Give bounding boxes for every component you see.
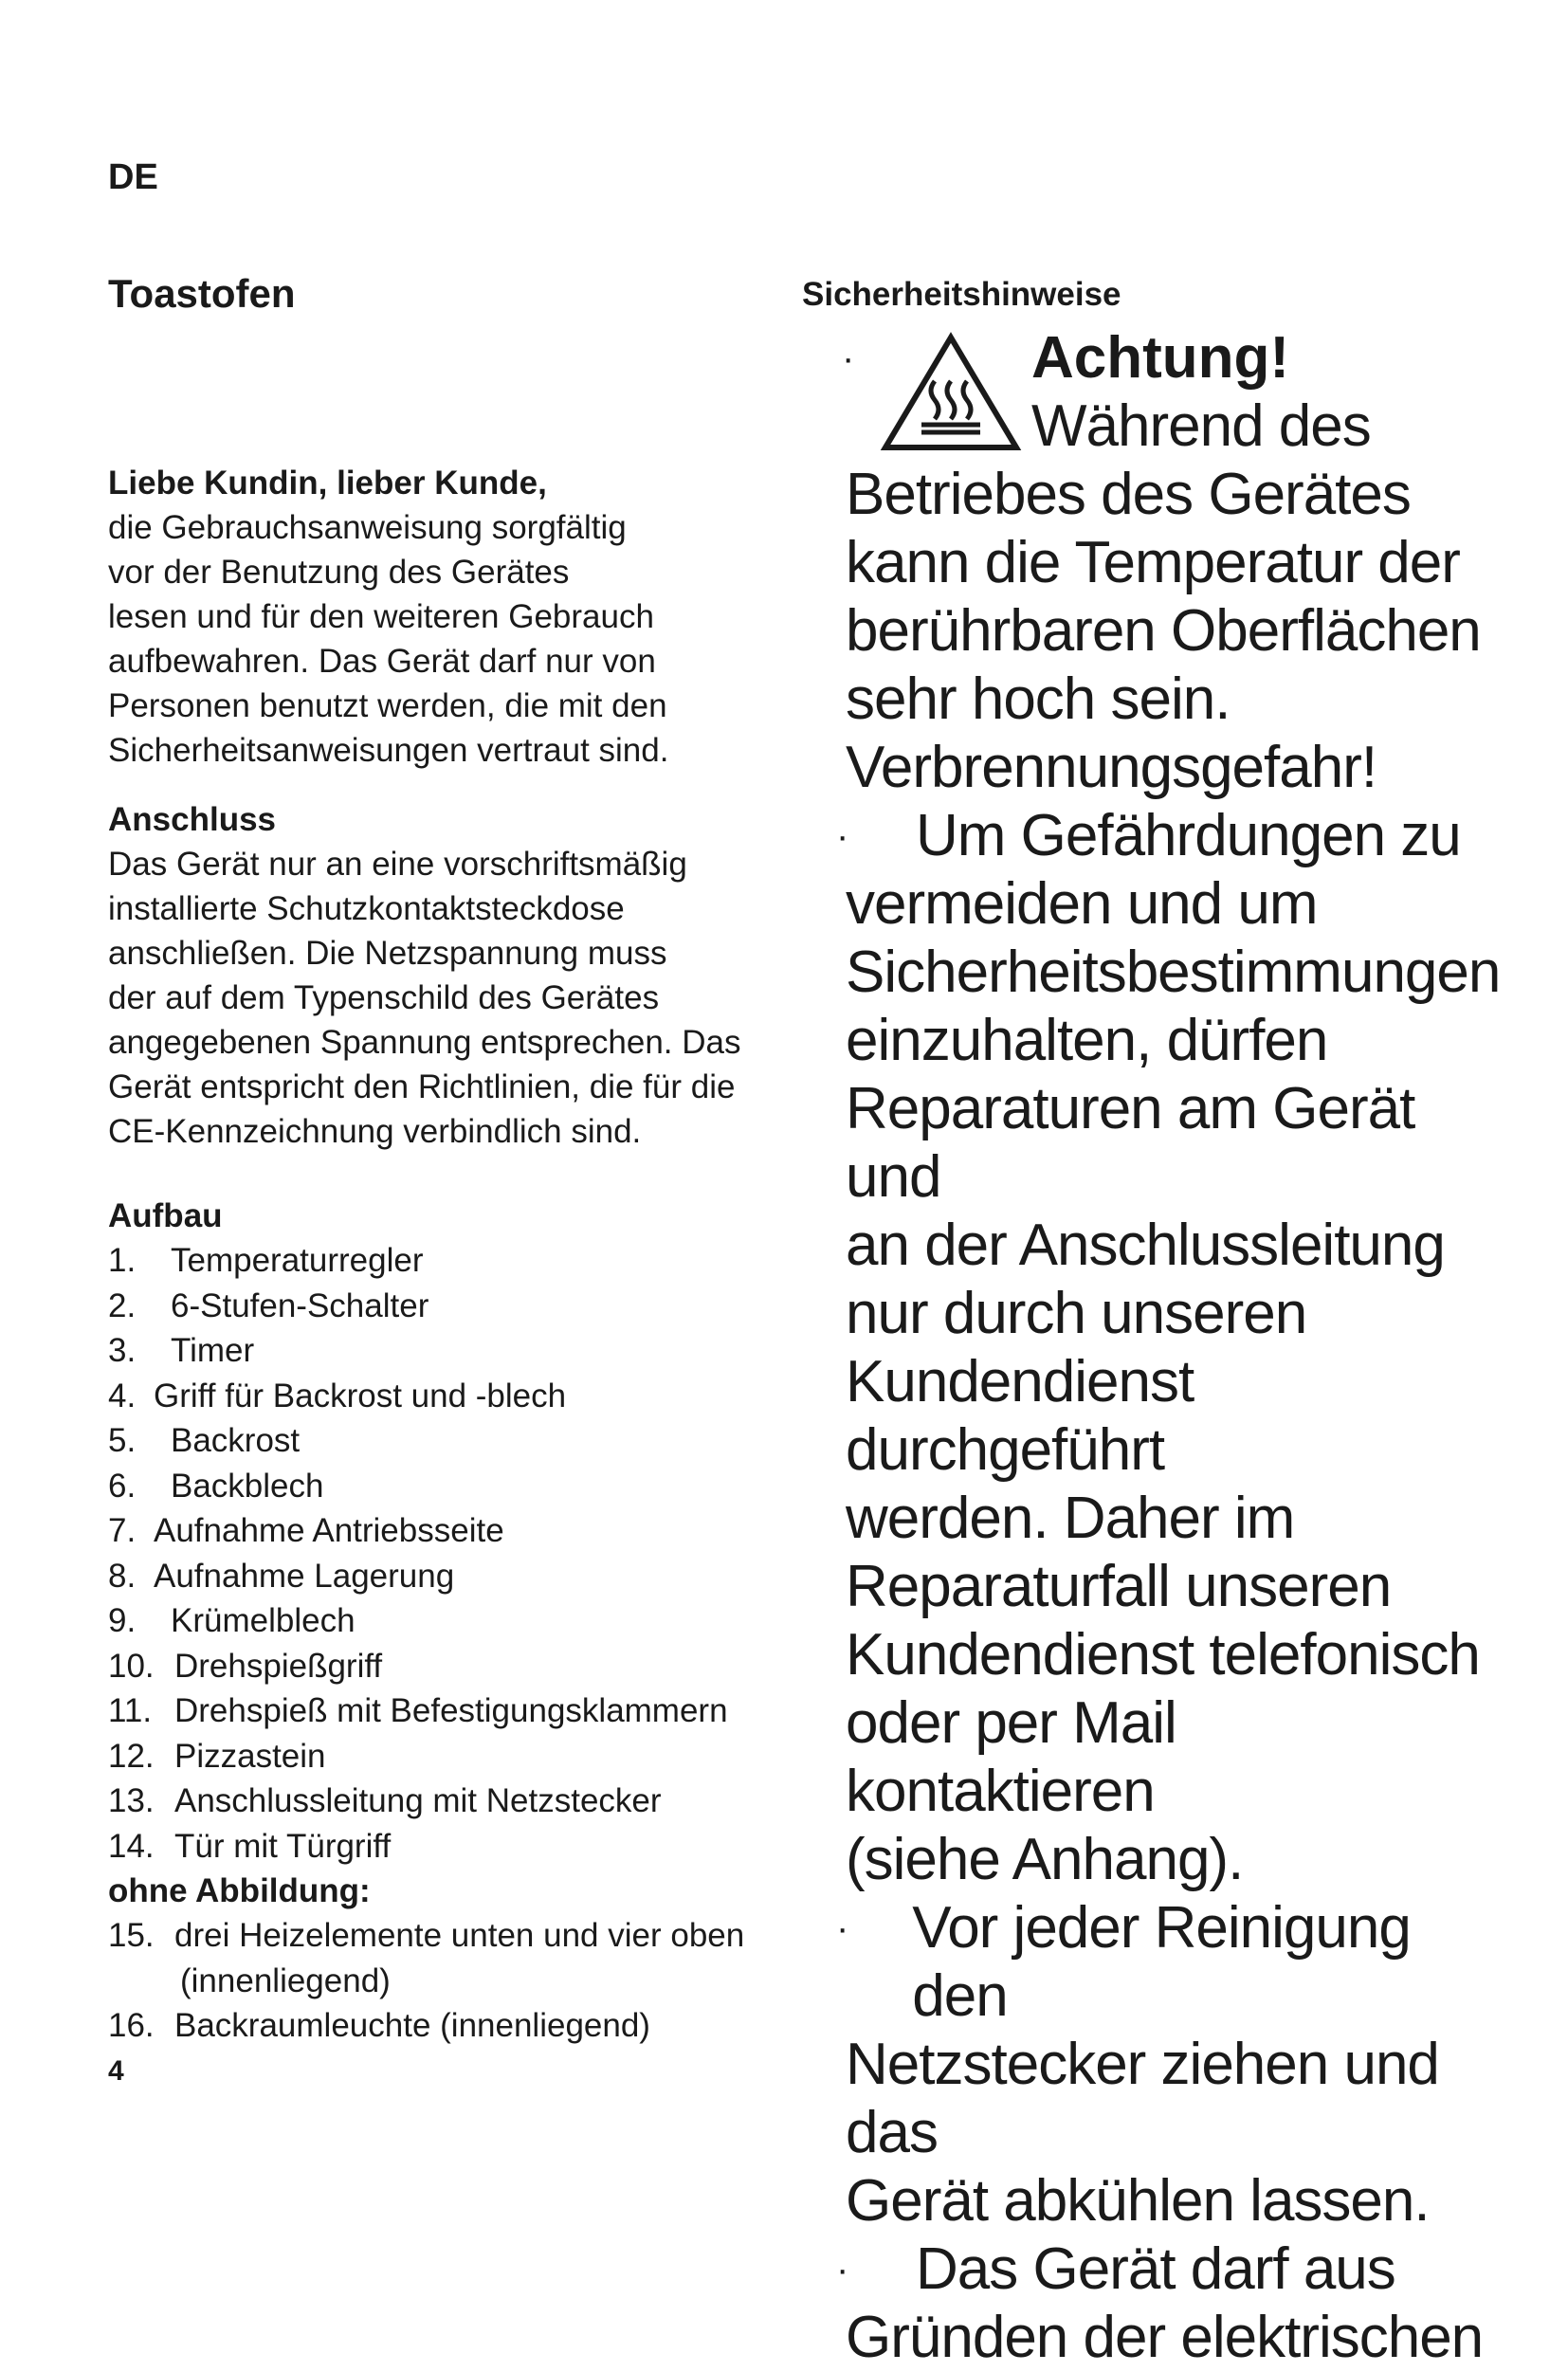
list-item: [108, 1374, 772, 1419]
anschluss-line: installierte Schutzkontaktsteckdose: [108, 890, 625, 927]
item-text: Aufnahme Antriebsseite: [154, 1512, 504, 1549]
item-number: 2.: [108, 1286, 137, 1324]
list-item: [108, 1824, 772, 1870]
safety-line: Vor jeder Reinigung den: [912, 1895, 1411, 2029]
anschluss-line: CE-Kennzeichnung verbindlich sind.: [108, 1113, 642, 1150]
item-number: 16.: [108, 2007, 155, 2044]
list-item: [108, 1418, 772, 1464]
list-item: [108, 1779, 772, 1824]
warning-heading-col: [1031, 324, 1371, 461]
item-text: 6-Stufen-Schalter: [171, 1286, 429, 1324]
warning-line: Während des: [1031, 393, 1371, 459]
left-column: [108, 267, 772, 2049]
item-text-line: drei Heizelemente unten und vier oben: [174, 1917, 745, 1954]
safety-item-text: [802, 2304, 1494, 2372]
list-item: [108, 1238, 772, 1284]
safety-line: Gerät abkühlen lassen.: [846, 2168, 1430, 2234]
safety-line: oder per Mail kontaktieren: [846, 1690, 1176, 1824]
warning-line: Verbrennungsgefahr!: [846, 735, 1377, 800]
section-title: Sicherheitshinweise: [802, 276, 1121, 313]
safety-item-text: [802, 870, 1501, 1894]
safety-line: Das Gerät darf aus: [916, 2236, 1395, 2302]
item-number: 10.: [108, 1647, 155, 1685]
item-number: 3.: [108, 1332, 137, 1369]
item-text: Pizzastein: [174, 1737, 326, 1775]
anschluss-section: [108, 797, 772, 1154]
list-item: [108, 1328, 772, 1374]
list-item: [108, 1508, 772, 1554]
greeting-line: Personen benutzt werden, die mit den: [108, 687, 667, 724]
parts-list-extra: [108, 1913, 772, 2049]
anschluss-line: anschließen. Die Netzspannung muss: [108, 935, 667, 972]
safety-line: Sicherheitsbestimmungen: [846, 940, 1501, 1005]
warning-text: [802, 461, 1494, 802]
item-number: 5.: [108, 1422, 137, 1459]
item-number: 11.: [108, 1692, 153, 1729]
safety-item-first-line: [802, 1894, 1494, 2031]
item-text-line: (innenliegend): [180, 1961, 391, 1999]
item-text: Aufnahme Lagerung: [154, 1557, 455, 1595]
item-text: Temperaturregler: [171, 1242, 424, 1279]
hot-surface-warning-icon: [880, 332, 1022, 453]
item-number: 12.: [108, 1737, 155, 1775]
safety-item-text: [802, 2031, 1494, 2235]
warning-line: Betriebes des Gerätes: [846, 462, 1411, 527]
safety-line: vermeiden und um: [846, 871, 1318, 937]
item-number: 7.: [108, 1512, 137, 1549]
bullet: ·: [836, 2249, 849, 2290]
safety-line: einzuhalten, dürfen: [846, 1008, 1328, 1073]
bullet: ·: [836, 1907, 849, 1949]
greeting-line: Sicherheitsanweisungen vertraut sind.: [108, 732, 669, 769]
safety-line: (siehe Anhang).: [846, 1827, 1244, 1892]
item-number: 14.: [108, 1827, 155, 1865]
item-text: Krümelblech: [171, 1602, 356, 1639]
language-code: DE: [108, 157, 158, 197]
anschluss-line: der auf dem Typenschild des Gerätes: [108, 979, 660, 1016]
safety-item: [802, 1894, 1494, 2235]
item-number: 6.: [108, 1467, 137, 1505]
item-text: Anschlussleitung mit Netzstecker: [174, 1782, 662, 1819]
warning-heading: Achtung!: [1031, 325, 1290, 391]
safety-line: Netzstecker ziehen und das: [846, 2032, 1439, 2165]
item-text: Backraumleuchte (innenliegend): [174, 2007, 650, 2044]
item-text: Griff für Backrost und -blech: [154, 1377, 567, 1414]
warning-line: berührbaren Oberflächen: [846, 598, 1481, 664]
item-text: [174, 1913, 744, 2003]
warning-header: [802, 324, 1494, 461]
safety-line: Kundendienst durchgeführt: [846, 1349, 1194, 1483]
warning-line: sehr hoch sein.: [846, 666, 1231, 732]
list-item: [108, 1554, 772, 1599]
anschluss-line: Das Gerät nur an eine vorschriftsmäßig: [108, 846, 687, 883]
safety-line: werden. Daher im: [846, 1486, 1295, 1551]
anschluss-line: Gerät entspricht den Richtlinien, die für die: [108, 1068, 736, 1105]
item-number: 4.: [108, 1377, 137, 1414]
aufbau-section: [108, 1194, 772, 2049]
list-item: [108, 1598, 772, 1644]
item-text: Drehspieß mit Befestigungsklammern: [174, 1692, 728, 1729]
item-number: 9.: [108, 1602, 137, 1639]
list-item: [108, 1688, 772, 1734]
safety-line: Kundendienst telefonisch: [846, 1622, 1480, 1688]
list-item: [108, 1284, 772, 1329]
list-item: [108, 1644, 772, 1689]
greeting-section: [108, 461, 772, 773]
anschluss-line: angegebenen Spannung entsprechen. Das: [108, 1024, 741, 1061]
list-item: [108, 1913, 772, 2003]
safety-item: [802, 802, 1501, 1894]
greeting-line: aufbewahren. Das Gerät darf nur von: [108, 643, 656, 680]
list-item: [108, 2003, 772, 2049]
document-title: Toastofen: [108, 271, 296, 316]
safety-item-first-line: [802, 2235, 1494, 2304]
page-number: 4: [108, 2055, 124, 2087]
safety-line: Gründen der elektrischen: [846, 2305, 1484, 2370]
bullet: ·: [836, 815, 849, 857]
greeting-line: vor der Benutzung des Gerätes: [108, 554, 570, 591]
safety-line: an der Anschlussleitung: [846, 1213, 1445, 1278]
safety-line: nur durch unseren: [846, 1281, 1307, 1346]
item-text: Tür mit Türgriff: [174, 1827, 392, 1865]
item-number: 13.: [108, 1782, 155, 1819]
list-item: [108, 1464, 772, 1509]
item-text: Backblech: [171, 1467, 324, 1505]
parts-list: [108, 1238, 772, 1869]
safety-line: Reparaturen am Gerät und: [846, 1076, 1415, 1210]
item-number: 15.: [108, 1917, 155, 1954]
safety-line: Reparaturfall unseren: [846, 1554, 1392, 1619]
item-text: Timer: [171, 1332, 255, 1369]
greeting-line: lesen und für den weiteren Gebrauch: [108, 598, 654, 635]
bullet: ·: [842, 338, 855, 379]
aufbau-heading: Aufbau: [108, 1197, 223, 1234]
greeting-heading: Liebe Kundin, lieber Kunde,: [108, 465, 547, 502]
subheading: ohne Abbildung:: [108, 1872, 371, 1909]
safety-line: Um Gefährdungen zu: [916, 803, 1461, 868]
safety-item-first-line: [802, 802, 1494, 870]
item-text: Backrost: [171, 1422, 301, 1459]
warning-line: kann die Temperatur der: [846, 530, 1460, 595]
item-number: 1.: [108, 1242, 137, 1279]
list-item: [108, 1734, 772, 1779]
right-column: [802, 271, 1501, 2372]
safety-item: [802, 2235, 1494, 2372]
greeting-line: die Gebrauchsanweisung sorgfältig: [108, 509, 627, 546]
item-text: Drehspießgriff: [174, 1647, 383, 1685]
item-number: 8.: [108, 1557, 137, 1595]
anschluss-heading: Anschluss: [108, 801, 276, 838]
warning-block: [802, 324, 1494, 802]
